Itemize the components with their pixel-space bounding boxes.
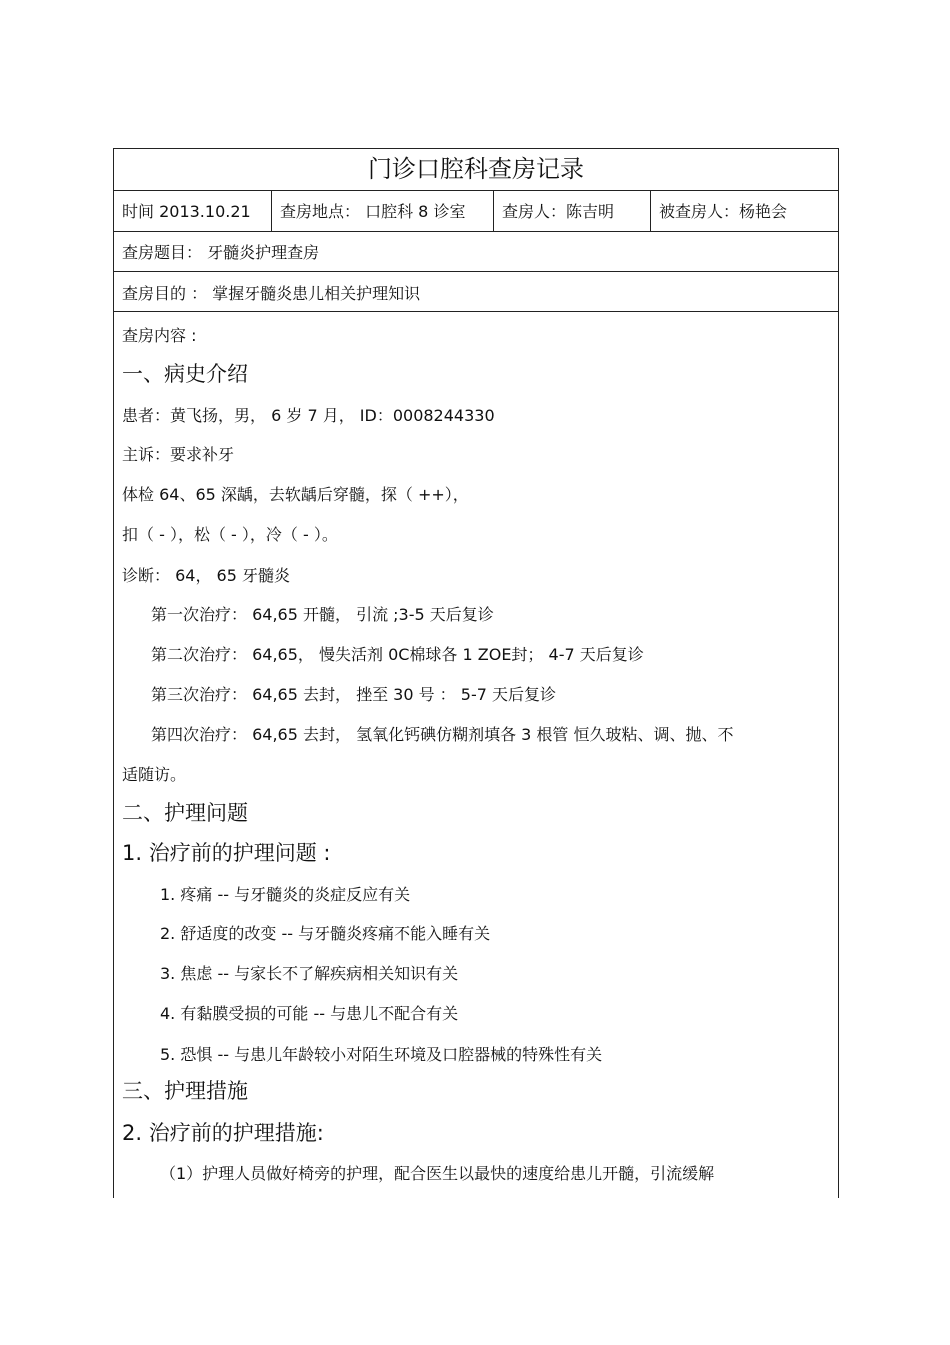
column-divider [650, 190, 651, 231]
list-item: 2. 舒适度的改变 -- 与牙髓炎疼痛不能入睡有关 [160, 924, 491, 943]
treatment-line: 第三次治疗： 64,65 去封， 挫至 30 号 ： 5-7 天后复诊 [151, 685, 556, 704]
table-rule [114, 231, 838, 232]
treatment-line: 第一次治疗： 64,65 开髓， 引流 ;3-5 天后复诊 [151, 605, 494, 624]
treatment-line: 第二次治疗： 64,65， 慢失活剂 0C棉球各 1 ZOE封； 4-7 天后复诊 [151, 645, 644, 664]
inspector-cell: 查房人：陈吉明 [502, 202, 615, 221]
section-heading: 二、护理问题 [122, 801, 248, 825]
list-item: 4. 有黏膜受损的可能 -- 与患儿不配合有关 [160, 1004, 459, 1023]
column-divider [493, 190, 494, 231]
content-label: 查房内容 : [122, 326, 197, 345]
time-cell: 时间 2013.10.21 [122, 202, 251, 221]
section-heading: 一、病史介绍 [122, 362, 248, 386]
table-rule [114, 190, 838, 191]
location-cell: 查房地点： 口腔科 8 诊室 [280, 202, 466, 221]
treatment-line: 适随访。 [122, 765, 187, 784]
list-item: 1. 疼痛 -- 与牙髓炎的炎症反应有关 [160, 885, 411, 904]
exam-line: 扣（ - ），松（ - ），冷（ - ）。 [122, 525, 338, 544]
patient-line: 患者：黄飞扬，男， 6 岁 7 月， ID：0008244330 [122, 406, 495, 425]
table-rule [114, 271, 838, 272]
document-title: 门诊口腔科查房记录 [368, 155, 584, 183]
column-divider [271, 190, 272, 231]
purpose-row: 查房目的 ： 掌握牙髓炎患儿相关护理知识 [122, 284, 421, 303]
record-table [113, 148, 839, 1198]
list-item: 5. 恐惧 -- 与患儿年龄较小对陌生环境及口腔器械的特殊性有关 [160, 1045, 603, 1064]
subsection-heading: 2. 治疗前的护理措施: [122, 1121, 324, 1145]
list-item: （1）护理人员做好椅旁的护理，配合医生以最快的速度给患儿开髓，引流缓解 [160, 1164, 715, 1183]
table-rule [114, 311, 838, 312]
subsection-heading: 1. 治疗前的护理问题 : [122, 841, 331, 865]
diagnosis-line: 诊断： 64， 65 牙髓炎 [122, 566, 290, 585]
inspected-cell: 被查房人：杨艳会 [659, 202, 788, 221]
exam-line: 体检 64、65 深龋，去软龋后穿髓，探（ ++）， [122, 485, 469, 504]
complaint-line: 主诉：要求补牙 [122, 445, 235, 464]
treatment-line: 第四次治疗： 64,65 去封， 氢氧化钙碘仿糊剂填各 3 根管 恒久玻粘、调、抛、不 [151, 725, 734, 744]
list-item: 3. 焦虑 -- 与家长不了解疾病相关知识有关 [160, 964, 459, 983]
section-heading: 三、护理措施 [122, 1079, 248, 1103]
topic-row: 查房题目： 牙髓炎护理查房 [122, 243, 320, 262]
